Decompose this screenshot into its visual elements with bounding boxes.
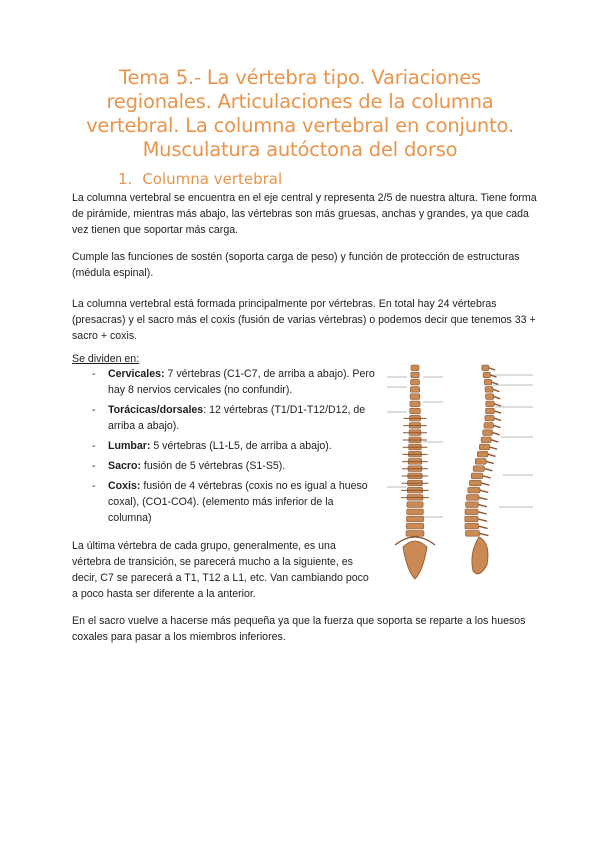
list-text: : 12 vértebras (T1/D1-T12/D12, de arriba a abajo). (108, 404, 366, 432)
list-term: Coxis: (108, 480, 141, 492)
list-item (92, 402, 377, 434)
list-item (92, 478, 377, 526)
list-dash: - (92, 368, 96, 380)
spine-illustration (383, 357, 545, 589)
divide-label: Se dividen en: (72, 353, 140, 365)
page-title: Tema 5.- La vértebra tipo. Variaciones regionales. Articulaciones de la columna vertebral. La columna vertebral en conjunto. Musculatura autóctona del dorso (86, 66, 514, 161)
region-list (92, 366, 377, 530)
list-dash: - (92, 460, 96, 472)
list-item (92, 366, 377, 398)
list-item (92, 438, 377, 454)
list-term: Cervicales: (108, 368, 165, 380)
list-term: Lumbar: (108, 440, 151, 452)
paragraph-composition: La columna vertebral está formada principalmente por vértebras. En total hay 24 vértebras (presacras) y el sacro más el coxis (fusión de varias vértebras) o podemos decir que tenemos 33 + sacro + coxis. (72, 298, 536, 342)
paragraph-transition: La última vértebra de cada grupo, generalmente, es una vértebra de transición, se parecerá mucho a la siguiente, es decir, C7 se parecerá a T1, T12 a L1, etc. Van cambiando poco a poco hasta ser diferente a la anterior. (72, 540, 369, 600)
paragraph-intro: La columna vertebral se encuentra en el eje central y representa 2/5 de nuestra altura. Tiene forma de pirámide, mientras más abajo, las vértebras son más gruesas, anchas y grandes, ya que cada vez tienen que soportar más carga. (72, 192, 537, 236)
list-text: 5 vértebras (L1-L5, de arriba a abajo). (150, 440, 332, 452)
list-text: 7 vértebras (C1-C7, de arriba a abajo). Pero hay 8 nervios cervicales (no confundir). (108, 368, 375, 396)
list-dash: - (92, 404, 96, 416)
section-heading (118, 170, 282, 188)
paragraph-sacrum: En el sacro vuelve a hacerse más pequeña ya que la fuerza que soporta se reparte a los huesos coxales para pasar a los miembros inferiores. (72, 615, 526, 643)
list-item (92, 458, 377, 474)
section-title: Columna vertebral (142, 170, 283, 188)
list-term: Sacro: (108, 460, 141, 472)
paragraph-functions: Cumple las funciones de sostén (soporta carga de peso) y función de protección de estructuras (médula espinal). (72, 251, 520, 279)
list-text: fusión de 4 vértebras (coxis no es igual a hueso coxal), (CO1-CO4). (elemento más inferior de la columna) (108, 480, 368, 524)
list-text: fusión de 5 vértebras (S1-S5). (140, 460, 286, 472)
list-dash: - (92, 440, 96, 452)
section-number: 1. (118, 170, 133, 188)
list-term: Torácicas/dorsales (108, 404, 204, 416)
list-dash: - (92, 480, 96, 492)
